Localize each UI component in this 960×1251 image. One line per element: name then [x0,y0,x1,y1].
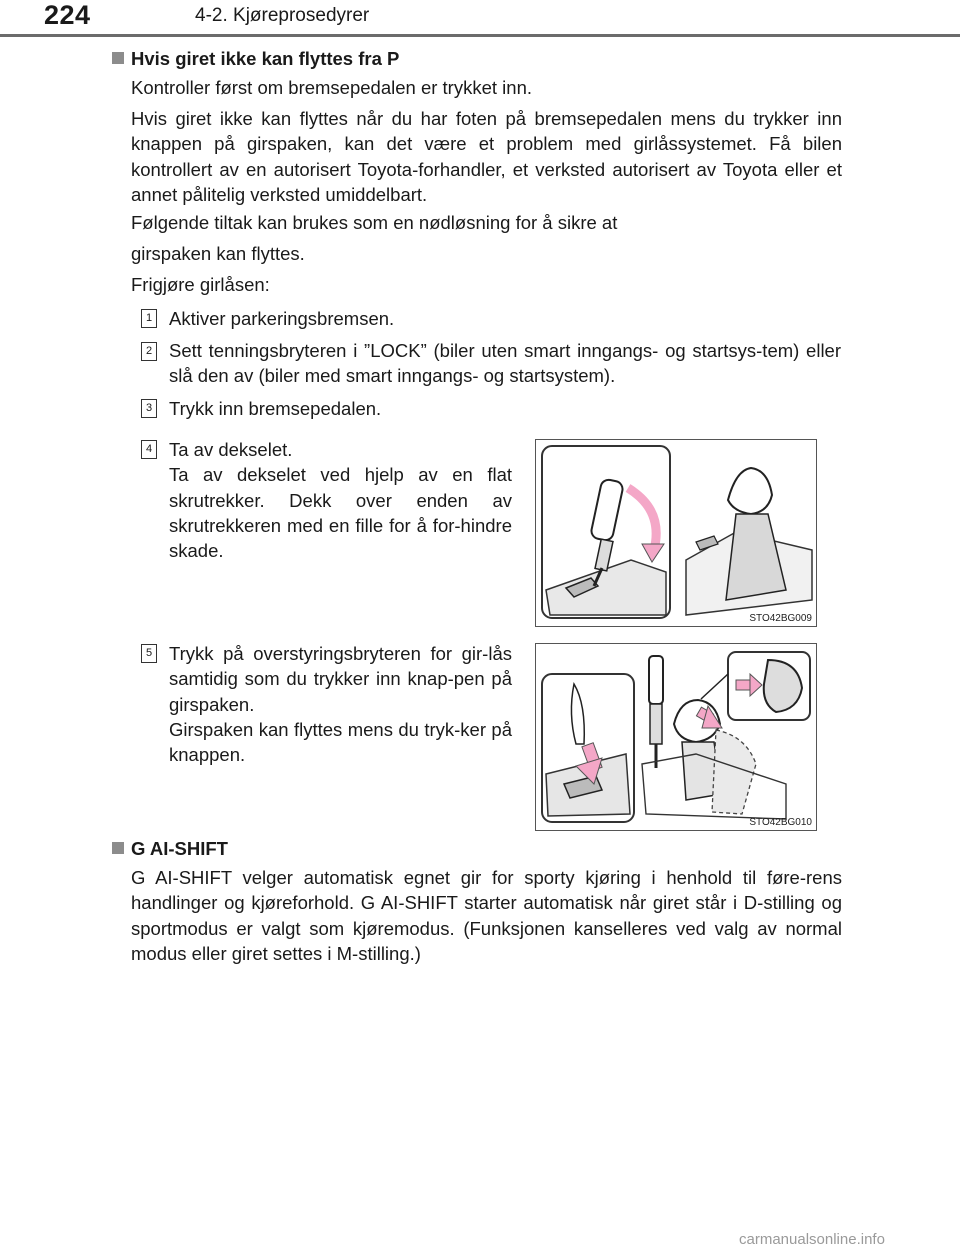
section-marker-icon [112,52,124,64]
page-header [0,0,960,36]
step-number-2: 2 [141,342,157,361]
header-divider [0,34,960,37]
illustration-override-button [536,644,816,830]
paragraph: G AI-SHIFT velger automatisk egnet gir for sporty kjøring i henhold til føre-rens handlinger og kjøreforhold. G AI-SHIFT starter automatisk når giret står i D-stilling og sportmodus er valgt som kjøremodus. (Funksjonen kanselleres ved valg av normal modus eller giret settes i M-stilling.) [131,867,842,964]
step-number-3: 3 [141,399,157,418]
illustration-screwdriver-cover [536,440,816,626]
page-number: 224 [44,0,91,30]
paragraph: Kontroller først om bremsepedalen er trykket inn. [131,77,532,98]
step-number-5: 5 [141,644,157,663]
step-text-3: Trykk inn bremsepedalen. [169,398,382,419]
section-marker-icon [112,842,124,854]
section-heading-text: Hvis giret ikke kan flyttes fra P [131,48,400,69]
figure-override-button [535,643,817,831]
step-number-1: 1 [141,309,157,328]
step-text-1: Aktiver parkeringsbremsen. [169,308,395,329]
watermark: carmanualsonline.info [739,1231,885,1248]
paragraph: Følgende tiltak kan brukes som en nødløsning for å sikre at [131,212,618,233]
chapter-title: 4-2. Kjøreprosedyrer [195,5,370,26]
step-text-5: Trykk på overstyringsbryteren for gir-lås samtidig som du trykker inn knap-pen på girspaken. Girspaken kan flyttes mens du tryk-ker på knappen. [169,643,512,766]
paragraph: girspaken kan flyttes. [131,243,305,264]
figure-remove-cover [535,439,817,627]
paragraph: Hvis giret ikke kan flyttes når du har foten på bremsepedalen mens du trykker inn knappen på girspaken, kan det være et problem med girlåssystemet. Få bilen kontrollert av en autorisert Toyota-forhandler, et verksted autorisert av Toyota eller et annet pålitelig verksted umiddelbart. [131,108,842,205]
figure-code: STO42BG010 [749,817,812,828]
step-number-4: 4 [141,440,157,459]
step-text-2: Sett tenningsbryteren i ”LOCK” (biler uten smart inngangs- og startsys-tem) eller slå den av (biler med smart inngangs- og startsystem). [169,340,841,387]
section-heading-shift-lock [112,48,399,70]
paragraph: Frigjøre girlåsen: [131,274,270,295]
section-heading-ai-shift [112,838,228,860]
step-text-4: Ta av dekselet. Ta av dekselet ved hjelp av en flat skrutrekker. Dekk over enden av skrutrekkeren med en fille for å for-hindre skade. [169,439,512,562]
figure-code: STO42BG009 [749,613,812,624]
section-heading-text: G AI-SHIFT [131,838,228,859]
